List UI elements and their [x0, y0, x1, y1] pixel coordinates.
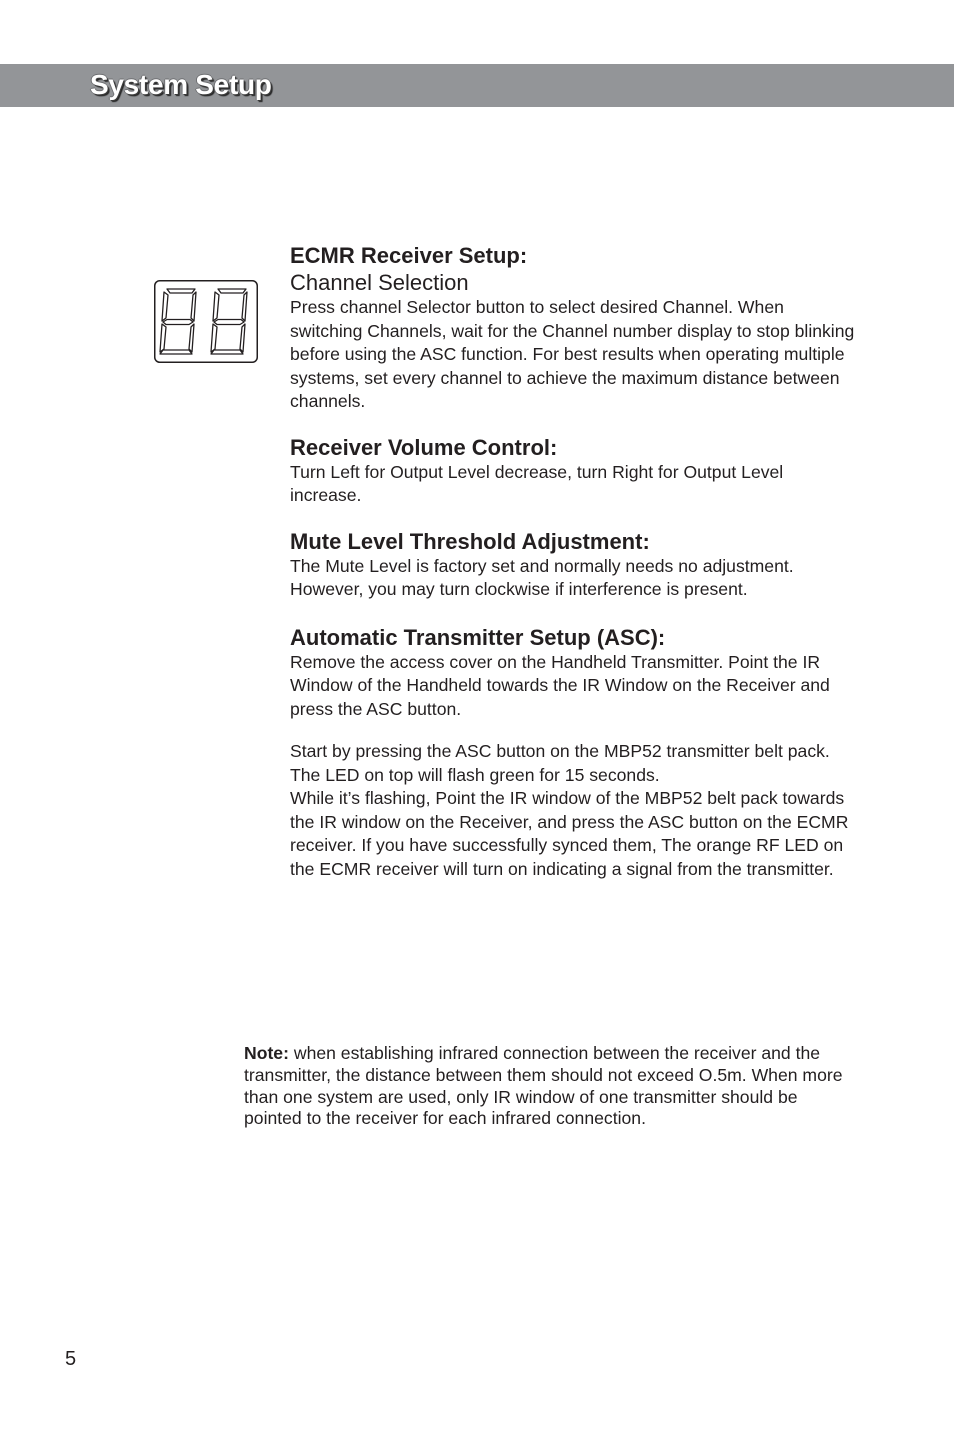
- page-title: System Setup: [90, 69, 272, 100]
- volume-section: [290, 435, 855, 508]
- asc-text-handheld: Remove the access cover on the Handheld Transmitter. Point the IR Window of the Handheld towards the IR Window on the Receiver and press the ASC button.: [290, 651, 830, 719]
- section-banner: [0, 64, 954, 107]
- page-number: 5: [65, 1348, 77, 1370]
- note-paragraph: [244, 1043, 849, 1130]
- channel-selection-subheading: Channel Selection: [290, 270, 469, 295]
- volume-heading: Receiver Volume Control:: [290, 434, 558, 460]
- asc-text-beltpack-sync: While it’s flashing, Point the IR window of the MBP52 belt pack towards the IR window on the Receiver, and press the ASC button on the ECMR receiver. If you have successfully synced them, The orange RF LED on the ECMR receiver will turn on indicating a signal from the transmitter.: [290, 788, 849, 879]
- asc-section: [290, 625, 855, 882]
- setup-instructions: [290, 243, 855, 881]
- mute-heading: Mute Level Threshold Adjustment:: [290, 528, 650, 554]
- channel-selection-text: Press channel Selector button to select desired Channel. When switching Channels, wait for the Channel number display to stop blinking before using the ASC function. For best results when operating multiple systems, set every channel to achieve the maximum distance between channels.: [290, 297, 855, 411]
- receiver-setup-section: [290, 243, 855, 414]
- mute-text: The Mute Level is factory set and normally needs no adjustment. However, you may turn clockwise if interference is present.: [290, 555, 794, 599]
- note-text: when establishing infrared connection between the receiver and the transmitter, the distance between them should not exceed O.5m. When more than one system are used, only IR window of one transmitter should be pointed to the receiver for each infrared connection.: [244, 1043, 843, 1129]
- seven-segment-display-icon: [154, 280, 258, 363]
- asc-heading: Automatic Transmitter Setup (ASC):: [290, 624, 666, 650]
- asc-text-beltpack-start: Start by pressing the ASC button on the MBP52 transmitter belt pack. The LED on top will flash green for 15 seconds.: [290, 741, 830, 785]
- receiver-setup-heading: ECMR Receiver Setup:: [290, 243, 528, 268]
- volume-text: Turn Left for Output Level decrease, turn Right for Output Level increase.: [290, 461, 784, 505]
- mute-section: [290, 529, 855, 602]
- note-label: Note:: [244, 1043, 289, 1063]
